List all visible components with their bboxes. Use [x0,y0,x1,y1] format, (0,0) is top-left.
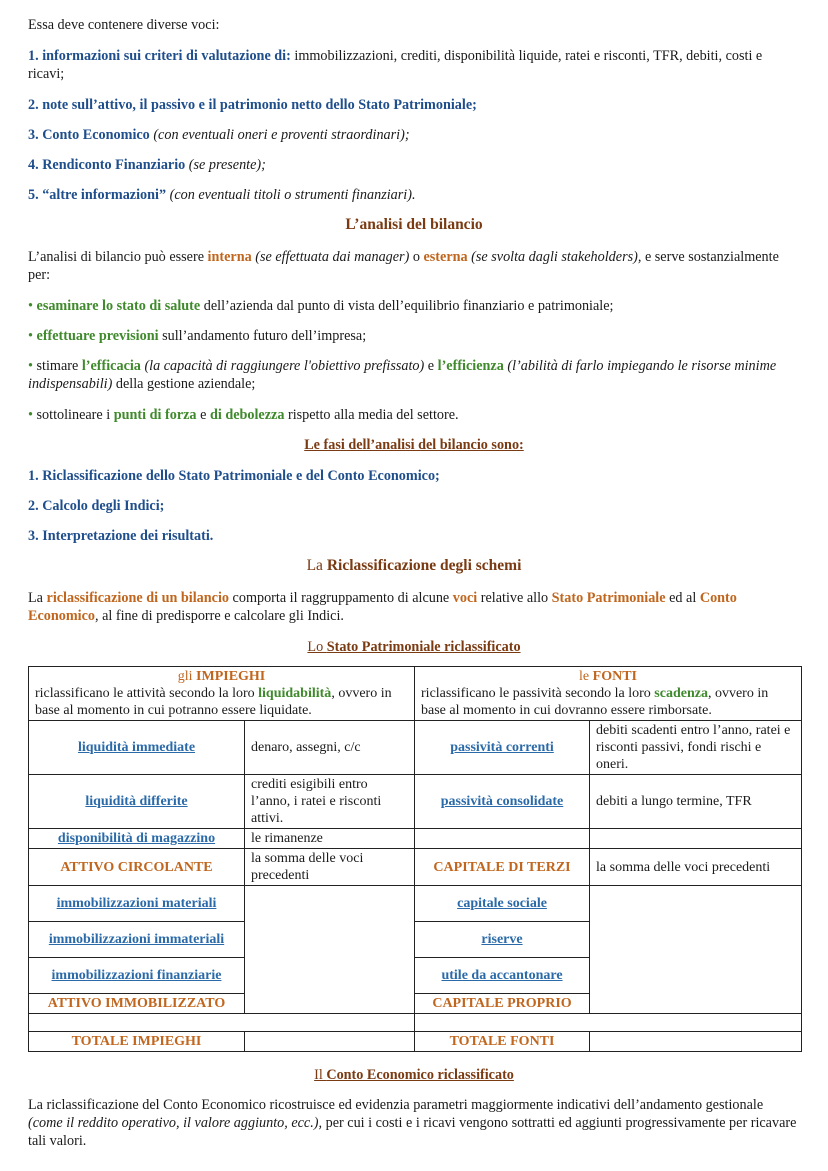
impieghi-header: gli IMPIEGHI riclassificano le attività secondo la loro liquidabilità, ovvero in base al momento in cui potranno essere liquidate. [29,667,415,721]
list-item-5: 5. “altre informazioni” (con eventuali titoli o strumenti finanziari). [28,187,416,203]
capitale-proprio: CAPITALE PROPRIO [415,994,590,1014]
bullet-stato-salute: • esaminare lo stato di salute dell’azienda dal punto di vista dell’equilibrio finanziario e patrimoniale; [28,298,614,314]
liquidita-differite-desc: crediti esigibili entro l’anno, i ratei e risconti attivi. [245,775,415,829]
ce-paragraph: La riclassificazione del Conto Economico ricostruisce ed evidenzia parametri maggiormente indicativi dell’andamento gestionale (come il reddito operativo, il valore aggiunto, ecc.), per cui i costi e i ricavi vengono sottratti ed aggiunti progressivamente per ricavare tali valori. [28,1097,797,1149]
list-item-2: 2. note sull’attivo, il passivo e il patrimonio netto dello Stato Patrimoniale; [28,97,477,113]
ce-title: Il Conto Economico riclassificato [314,1067,514,1083]
passivita-consolidate-link[interactable]: passività consolidate [440,794,564,809]
riserve-link[interactable]: riserve [481,932,523,947]
list-item-1: 1. informazioni sui criteri di valutazione di: immobilizzazioni, crediti, disponibilità liquide, ratei e risconti, TFR, debiti, costi e ricavi; [28,48,763,82]
disponibilita-magazzino-link[interactable]: disponibilità di magazzino [57,831,216,846]
sp-title: Lo Stato Patrimoniale riclassificato [307,639,521,655]
liquidita-differite-link[interactable]: liquidità differite [85,794,188,809]
utile-accantonare-link[interactable]: utile da accantonare [441,968,563,983]
passivita-consolidate-desc: debiti a lungo termine, TFR [590,775,802,829]
attivo-immobilizzato: ATTIVO IMMOBILIZZATO [29,994,245,1014]
fasi-title: Le fasi dell’analisi del bilancio sono: [304,437,524,453]
capitale-di-terzi: CAPITALE DI TERZI [415,849,590,886]
capitale-di-terzi-desc: la somma delle voci precedenti [590,849,802,886]
list-item-4: 4. Rendiconto Finanziario (se presente); [28,157,266,173]
fasi-step-2: 2. Calcolo degli Indici; [28,498,165,514]
list-item-3: 3. Conto Economico (con eventuali oneri e proventi straordinari); [28,127,410,143]
immobilizzazioni-materiali-link[interactable]: immobilizzazioni materiali [56,896,217,911]
intro-text: Essa deve contenere diverse voci: [28,17,220,33]
bullet-punti-forza: • sottolineare i punti di forza e di debolezza rispetto alla media del settore. [28,407,459,423]
bullet-previsioni: • effettuare previsioni sull’andamento futuro dell’impresa; [28,328,367,344]
disponibilita-magazzino-desc: le rimanenze [245,829,415,849]
fasi-step-1: 1. Riclassificazione dello Stato Patrimoniale e del Conto Economico; [28,468,440,484]
passivita-correnti-link[interactable]: passività correnti [450,740,554,755]
riclassificazione-paragraph: La riclassificazione di un bilancio comporta il raggruppamento di alcune voci relative allo Stato Patrimoniale ed al Conto Economico, al fine di predisporre e calcolare gli Indici. [28,590,737,624]
immobilizzazioni-finanziarie-link[interactable]: immobilizzazioni finanziarie [51,968,222,983]
attivo-circolante: ATTIVO CIRCOLANTE [29,849,245,886]
capitale-sociale-link[interactable]: capitale sociale [457,896,547,911]
totale-impieghi: TOTALE IMPIEGHI [29,1032,245,1052]
stato-patrimoniale-table [28,666,802,1052]
riclassificazione-title: La Riclassificazione degli schemi [306,557,522,574]
liquidita-immediate-desc: denaro, assegni, c/c [245,721,415,775]
immobilizzazioni-immateriali-link[interactable]: immobilizzazioni immateriali [48,932,225,947]
bullet-efficacia: • stimare l’efficacia (la capacità di raggiungere l'obiettivo prefissato) e l’efficienza (l’abilità di farlo impiegando le risorse minime indispensabili) della gestione aziendale; [28,358,777,392]
fonti-header: le FONTI riclassificano le passività secondo la loro scadenza, ovvero in base al momento in cui dovranno essere rimborsate. [415,667,802,721]
liquidita-immediate-link[interactable]: liquidità immediate [77,740,196,755]
totale-fonti: TOTALE FONTI [415,1032,590,1052]
analisi-title: L’analisi del bilancio [345,216,483,233]
passivita-correnti-desc: debiti scadenti entro l’anno, ratei e risconti passivi, fondi rischi e oneri. [590,721,802,775]
attivo-circolante-desc: la somma delle voci precedenti [245,849,415,886]
fasi-step-3: 3. Interpretazione dei risultati. [28,528,214,544]
analisi-paragraph: L’analisi di bilancio può essere interna (se effettuata dai manager) o esterna (se svolta dagli stakeholders), e serve sostanzialmente per: [28,249,779,283]
